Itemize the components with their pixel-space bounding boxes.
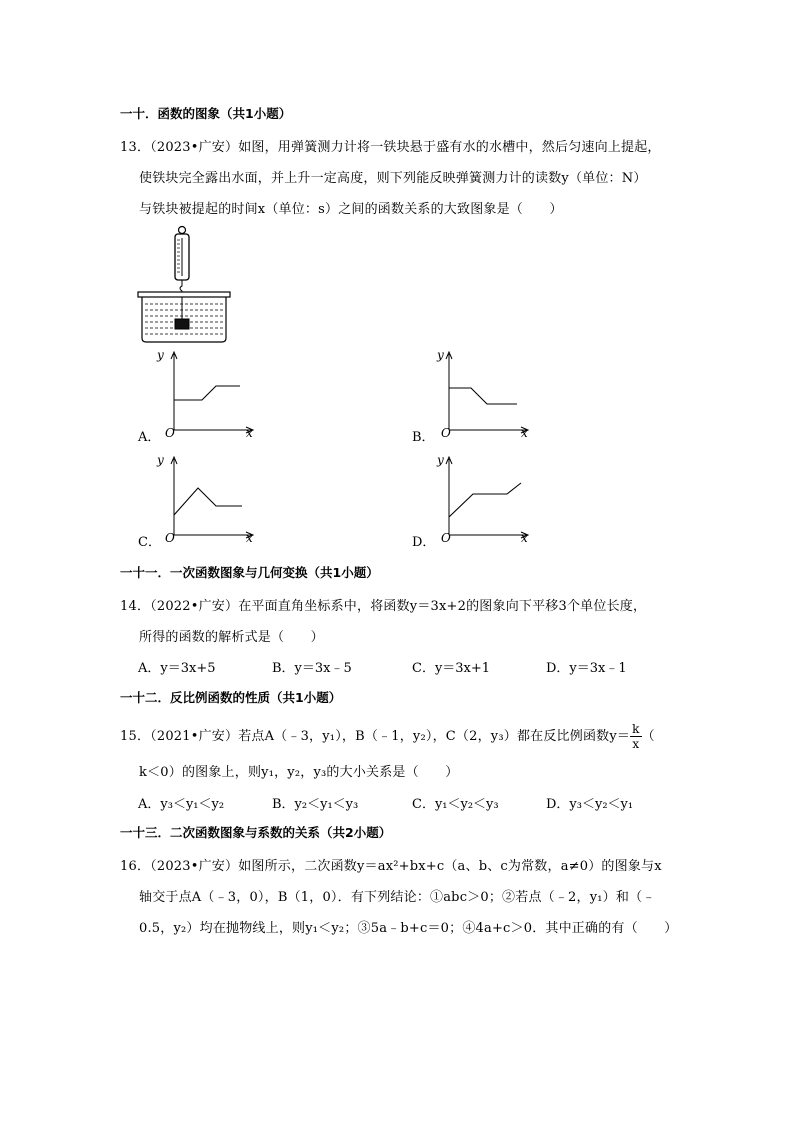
graph-a-curve xyxy=(174,386,240,400)
option-d-label[interactable]: D． xyxy=(412,535,436,550)
section-title-12: 一十二．反比例函数的性质（共1小题） xyxy=(120,690,342,705)
graph-b-y-label: y xyxy=(437,348,444,362)
graph-a xyxy=(160,348,260,442)
q15-line-2: k＜0）的图象上，则y₁，y₂，y₃的大小关系是（ ） xyxy=(139,765,459,780)
q14-option-d[interactable]: D．y＝3x﹣1 xyxy=(546,661,627,676)
q16-line-3: 0.5，y₂）均在抛物线上，则y₁＜y₂；③5a﹣b+c＝0；④4a+c＞0．其中正确的有（ ） xyxy=(139,921,678,936)
q13-line-1: 13．（2023•广安）如图，用弹簧测力计将一铁块悬于盛有水的水槽中，然后匀速向上提起， xyxy=(120,140,661,155)
q14-line-2: 所得的函数的解析式是（ ） xyxy=(139,630,324,645)
graph-c-curve xyxy=(174,488,242,515)
graph-d-x-label: x xyxy=(521,531,528,545)
graph-d-y-label: y xyxy=(437,453,444,467)
q15-option-a[interactable]: A．y₃＜y₁＜y₂ xyxy=(138,797,225,812)
q13-line-2: 使铁块完全露出水面，并上升一定高度，则下列能反映弹簧测力计的读数y（单位：N） xyxy=(139,171,647,186)
graph-a-y-label: y xyxy=(157,348,164,362)
q14-option-c[interactable]: C．y＝3x+1 xyxy=(412,661,491,676)
q13-line-3: 与铁块被提起的时间x（单位：s）之间的函数关系的大致图象是（ ） xyxy=(139,202,563,217)
section-title-11: 一十一．一次函数图象与几何变换（共1小题） xyxy=(120,565,379,580)
graph-b-curve xyxy=(449,388,517,404)
q14-option-a[interactable]: A．y＝3x+5 xyxy=(138,661,216,676)
graph-d-curve xyxy=(449,483,521,517)
graph-c xyxy=(160,453,260,547)
q15-fraction-denominator: x xyxy=(632,737,640,751)
graph-b-origin-label: O xyxy=(441,426,451,440)
graph-b-x-label: x xyxy=(521,426,528,440)
graph-a-origin-label: O xyxy=(165,426,175,440)
q14-line-1: 14．（2022•广安）在平面直角坐标系中，将函数y＝3x+2的图象向下平移3个单位长度， xyxy=(120,599,647,614)
q15-fraction-numerator: k xyxy=(632,722,640,736)
q15-line-1-text: 15．（2021•广安）若点A（﹣3，y₁），B（﹣1，y₂），C（2，y₃）都在反比例函数y＝ xyxy=(120,729,631,744)
q16-line-2: 轴交于点A（﹣3，0），B（1，0）．有下列结论：①abc＞0；②若点（﹣2，y₁）和（﹣ xyxy=(139,890,656,905)
q15-option-d[interactable]: D．y₃＜y₂＜y₁ xyxy=(546,797,634,812)
graph-c-y-label: y xyxy=(157,453,164,467)
section-title-10: 一十．函数的图象（共1小题） xyxy=(120,106,292,121)
graph-a-x-label: x xyxy=(246,426,253,440)
q15-option-c[interactable]: C．y₁＜y₂＜y₃ xyxy=(412,797,499,812)
graph-c-origin-label: O xyxy=(165,531,175,545)
graph-c-x-label: x xyxy=(246,531,253,545)
q15-line-1-tail: （ xyxy=(641,729,655,744)
q16-line-1: 16．（2023•广安）如图所示，二次函数y＝ax²+bx+c（a、b、c为常数，a≠0）的图象与x xyxy=(120,859,662,874)
option-a-label[interactable]: A． xyxy=(138,430,161,445)
q15-line-1 xyxy=(120,722,655,751)
section-title-13: 一十三．二次函数图象与系数的关系（共2小题） xyxy=(120,825,392,840)
q15-fraction xyxy=(630,722,641,751)
spring-scale-illustration xyxy=(136,224,236,344)
q15-option-b[interactable]: B．y₂＜y₁＜y₃ xyxy=(272,797,359,812)
q14-option-b[interactable]: B．y＝3x﹣5 xyxy=(272,661,352,676)
option-c-label[interactable]: C． xyxy=(138,535,161,550)
option-b-label[interactable]: B． xyxy=(412,430,435,445)
graph-d-origin-label: O xyxy=(441,531,451,545)
